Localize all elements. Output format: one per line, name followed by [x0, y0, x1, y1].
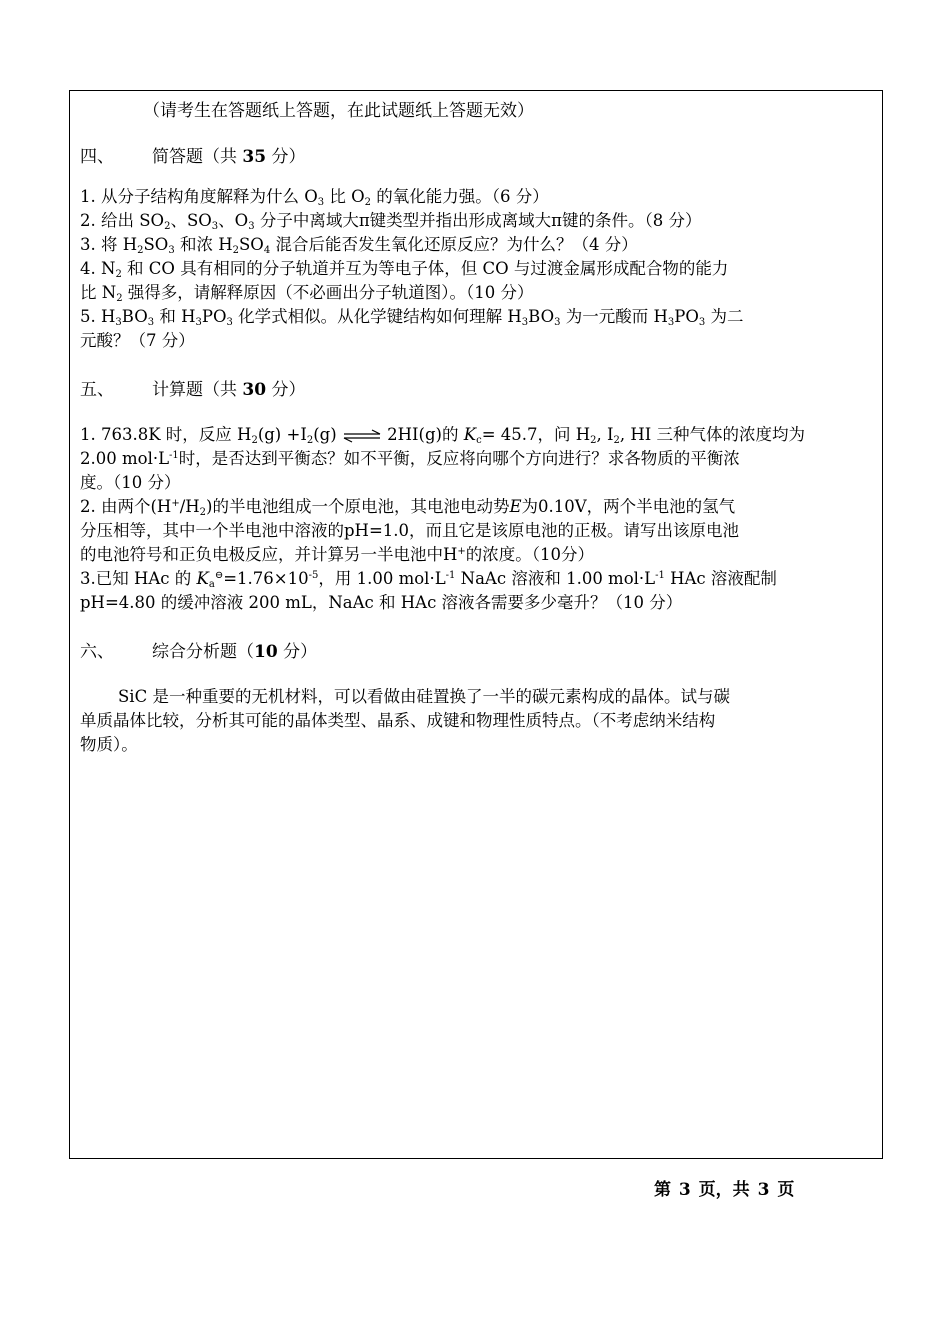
section-4-number: 四、 [80, 147, 114, 167]
section-6-heading: 六、 综合分析题（10 分） [80, 642, 318, 662]
equilibrium-arrow-icon [342, 429, 382, 443]
question-6-1: SiC 是一种重要的无机材料，可以看做由硅置换了一半的碳元素构成的晶体。试与碳 单质晶体比较，分析其可能的晶体类型、晶系、成键和物理性质特点。（不考虑纳米结构 物质）。 [80, 687, 730, 754]
question-4-3: 3. 将 $H_2SO_3$ 和浓 $H_2SO_4$ 混合后能否发生氧化还原反应？为什么？（4 分） [80, 235, 638, 256]
question-5-3: 3.已知 HAc 的 $K_a^⊖=1.76\times 10^{-5}$，用 1.00 $mol\cdot L^{-1}$ NaAc 溶液和 1.00 $mol\cdot L^{-1}$ HAc 溶液配制 pH=4.80 的缓冲溶液 200 mL，NaAc 和 HAc 溶液各需要多少毫升？（10 分） [80, 569, 777, 612]
section-4-heading: 四、 简答题（共 35 分） [80, 147, 306, 167]
question-4-1: 1. 从分子结构角度解释为什么 $O_3$ 比 $O_2$ 的氧化能力强。（6 分） [80, 187, 549, 208]
question-4-5: 5. $H_3BO_3$ 和 $H_3PO_3$ 化学式相似。从化学键结构如何理解 $H_3BO_3$ 为一元酸而 $H_3PO_3$ 为二 元酸？（7 分） [80, 307, 744, 350]
question-4-4: 4. $N_2$ 和 CO 具有相同的分子轨道并互为等电子体，但 CO 与过渡金属形成配合物的能力 比 $N_2$ 强得多，请解释原因（不必画出分子轨道图）。（10 分） [80, 259, 729, 304]
answer-notice: （请考生在答题纸上答题，在此试题纸上答题无效） [143, 101, 534, 121]
page-number: 第 3 页，共 3 页 [654, 1180, 795, 1200]
section-6-number: 六、 [80, 642, 114, 662]
question-5-1: 1. 763.8K 时，反应 $H_2(g) +I_2(g)$ 2HI(g)的 $K_c= 45.7$，问 $H_2$, $I_2$, HI 三种气体的浓度均为 2.00 $mol\cdot L^{-1}$时，是否达到平衡态？如不平衡，反应将向哪个方向进行？求各物质的平衡浓 度。（10 分） [80, 425, 806, 492]
section-5-number: 五、 [80, 380, 114, 400]
question-5-2: 2. 由两个$(H^+/H_2)$的半电池组成一个原电池，其电池电动势E为0.10V，两个半电池的氢气 分压相等，其中一个半电池中溶液的pH=1.0，而且它是该原电池的正极。请写出该原电池 的电池符号和正负电极反应，并计算另一半电池中H+的浓度。（10分） [80, 497, 740, 564]
question-4-2: 2. 给出 $SO_2$、$SO_3$、$O_3$ 分子中离域大π键类型并指出形成离域大π键的条件。（8 分） [80, 211, 702, 232]
section-5-heading: 五、 计算题（共 30 分） [80, 380, 306, 400]
